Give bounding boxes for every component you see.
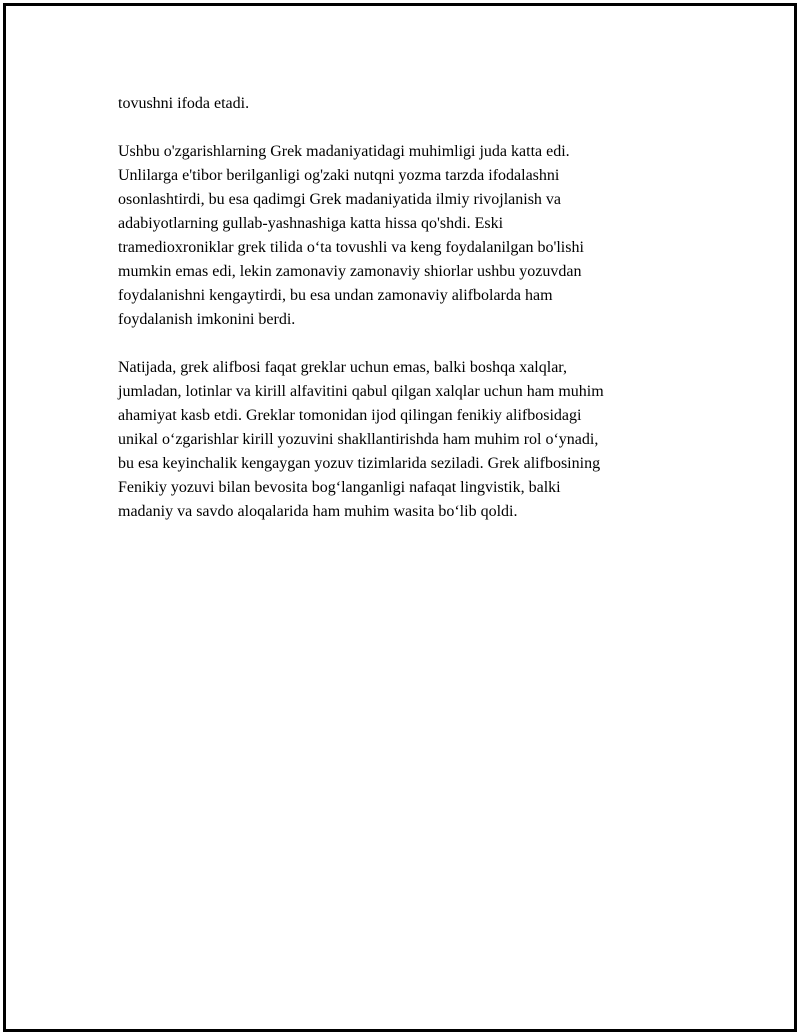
text-line: foydalanish imkonini berdi.: [118, 311, 296, 328]
paragraph-2: [118, 140, 678, 332]
text-line: bu esa keyinchalik kengaygan yozuv tizimlarida seziladi. Grek alifbosining: [118, 455, 601, 472]
text-line: mumkin emas edi, lekin zamonaviy zamonaviy shiorlar ushbu yozuvdan: [118, 263, 582, 280]
text-line: ahamiyat kasb etdi. Greklar tomonidan ijod qilingan fenikiy alifbosidagi: [118, 407, 582, 424]
paragraph-1: [118, 92, 678, 116]
text-line: Ushbu o'zgarishlarning Grek madaniyatidagi muhimligi juda katta edi.: [118, 143, 570, 160]
text-line: madaniy va savdo aloqalarida ham muhim wasita bo‘lib qoldi.: [118, 503, 518, 520]
document-body: [118, 92, 678, 548]
text-line: Fenikiy yozuvi bilan bevosita bog‘langanligi nafaqat lingvistik, balki: [118, 479, 561, 496]
text-line: jumladan, lotinlar va kirill alfavitini qabul qilgan xalqlar uchun ham muhim: [118, 383, 604, 400]
text-line: tramedioxroniklar grek tilida o‘ta tovushli va keng foydalanilgan bo'lishi: [118, 239, 584, 256]
text-line: foydalanishni kengaytirdi, bu esa undan zamonaviy alifbolarda ham: [118, 287, 553, 304]
text-line: Natijada, grek alifbosi faqat greklar uchun emas, balki boshqa xalqlar,: [118, 359, 567, 376]
text-line: Unlilarga e'tibor berilganligi og'zaki nutqni yozma tarzda ifodalashni: [118, 167, 560, 184]
text-line: tovushni ifoda etadi.: [118, 95, 250, 112]
paragraph-3: [118, 356, 678, 524]
text-line: adabiyotlarning gullab-yashnashiga katta hissa qo'shdi. Eski: [118, 215, 504, 232]
text-line: osonlashtirdi, bu esa qadimgi Grek madaniyatida ilmiy rivojlanish va: [118, 191, 562, 208]
text-line: unikal o‘zgarishlar kirill yozuvini shakllantirishda ham muhim rol o‘ynadi,: [118, 431, 599, 448]
